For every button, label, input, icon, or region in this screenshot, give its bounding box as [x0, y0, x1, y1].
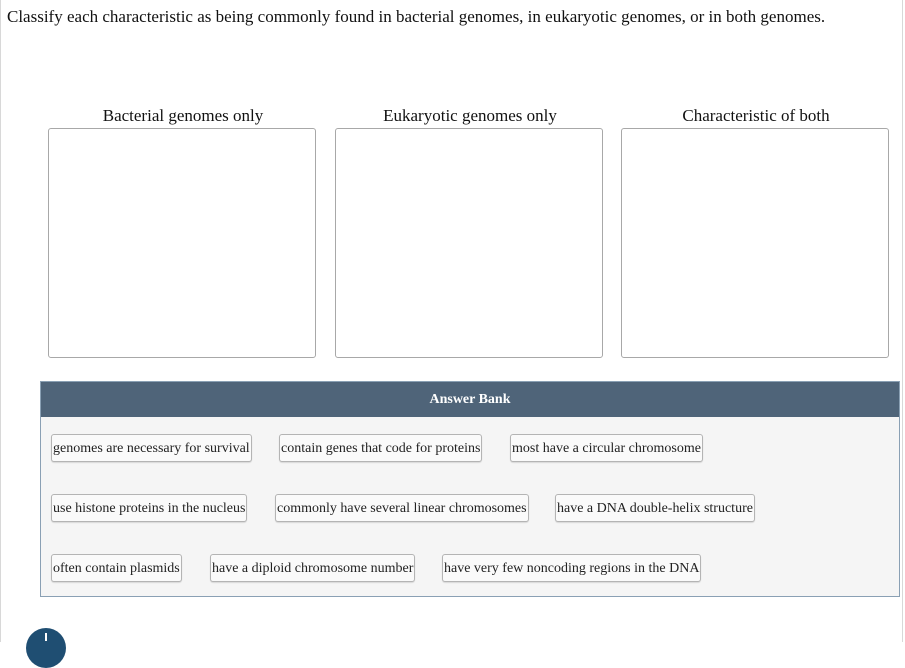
answer-bank-title: Answer Bank: [41, 382, 899, 417]
eukaryotic-column-label: Eukaryotic genomes only: [383, 106, 557, 125]
question-text: Classify each characteristic as being commonly found in bacterial genomes, in eukaryotic genomes, or in both genomes.: [7, 7, 826, 26]
answer-chip[interactable]: most have a circular chromosome: [510, 434, 703, 462]
answer-chip[interactable]: contain genes that code for proteins: [279, 434, 482, 462]
bacterial-drop-zone[interactable]: [48, 128, 316, 358]
answer-chip[interactable]: often contain plasmids: [51, 554, 182, 582]
answer-chip[interactable]: use histone proteins in the nucleus: [51, 494, 247, 522]
plus-circle-icon[interactable]: [26, 628, 66, 668]
answer-chip[interactable]: genomes are necessary for survival: [51, 434, 252, 462]
answer-chip[interactable]: have very few noncoding regions in the DNA: [442, 554, 701, 582]
answer-chip[interactable]: have a DNA double-helix structure: [555, 494, 755, 522]
answer-chip[interactable]: have a diploid chromosome number: [210, 554, 415, 582]
answer-bank: [40, 381, 900, 597]
eukaryotic-drop-zone[interactable]: [335, 128, 603, 358]
both-drop-zone[interactable]: [621, 128, 889, 358]
bacterial-column-label: Bacterial genomes only: [102, 106, 264, 125]
answer-chip[interactable]: commonly have several linear chromosomes: [275, 494, 529, 522]
both-column-label: Characteristic of both: [682, 106, 830, 125]
